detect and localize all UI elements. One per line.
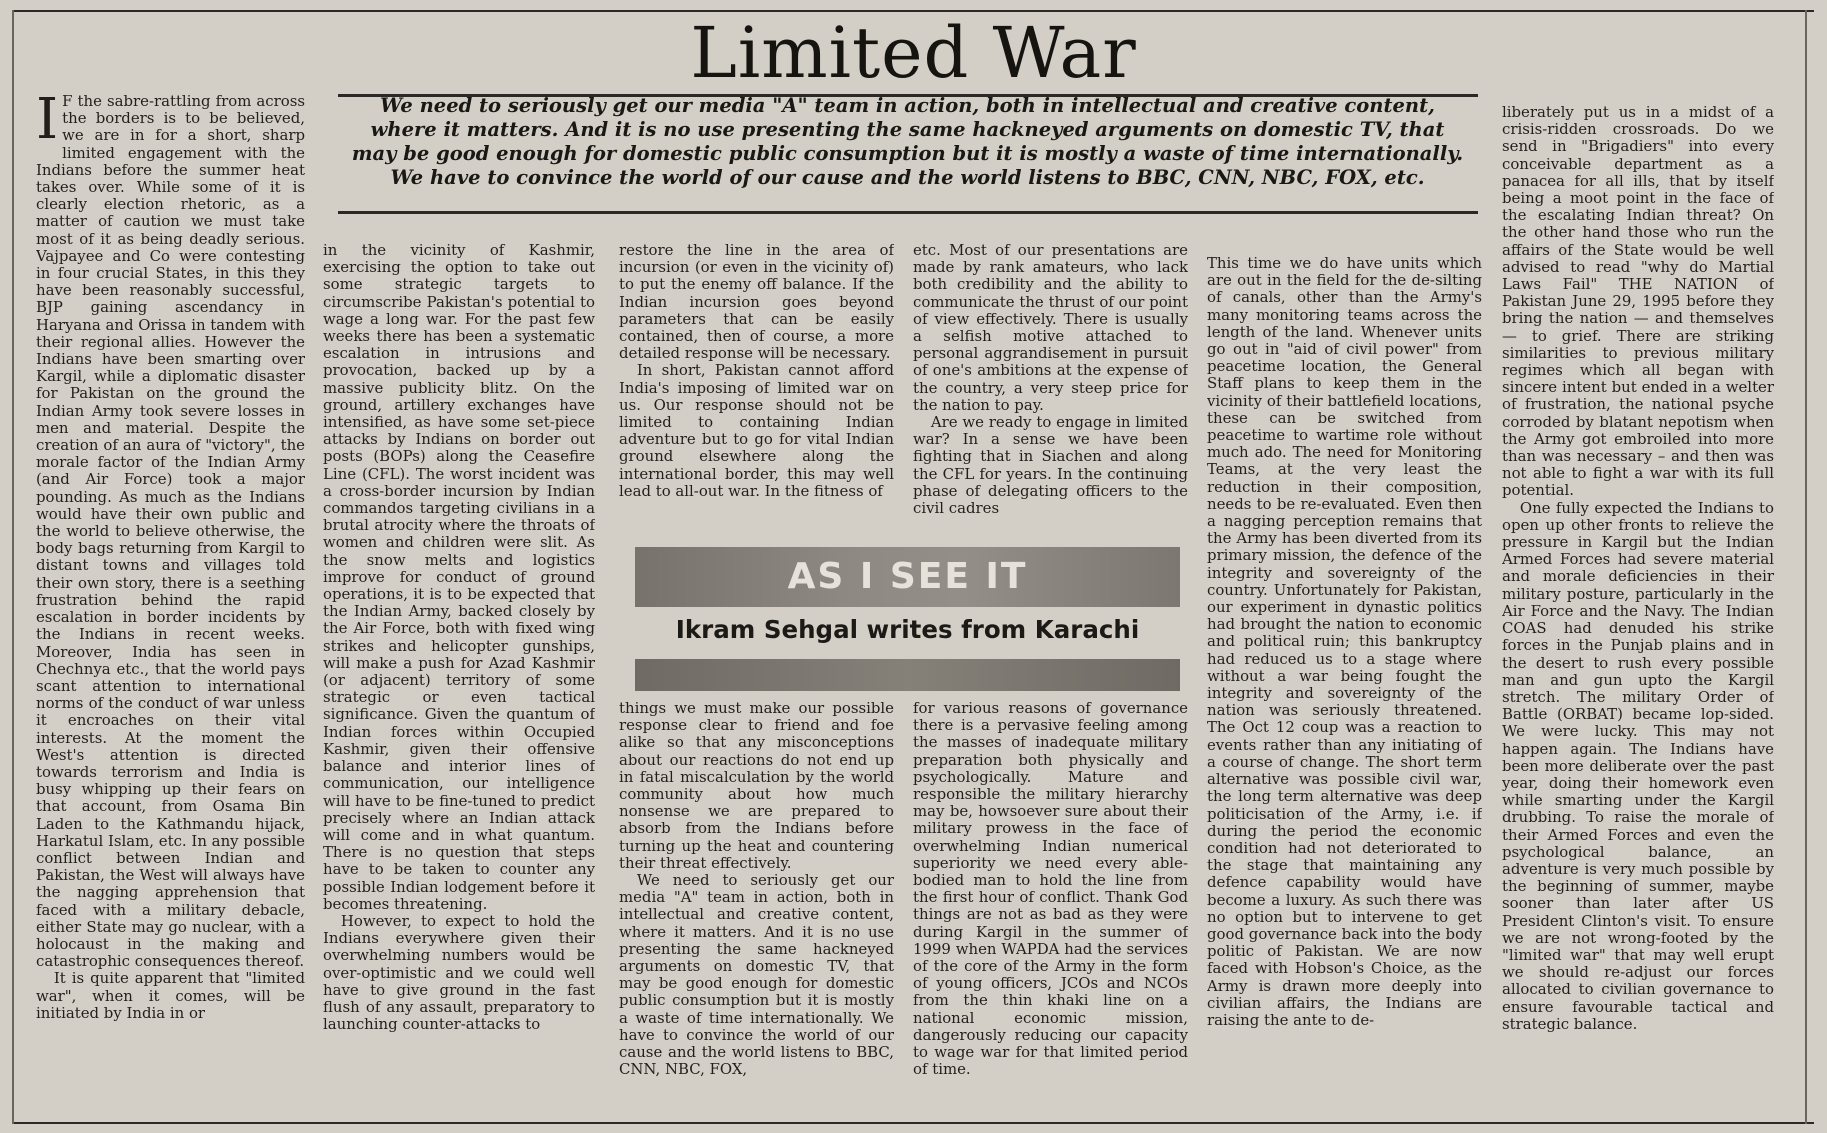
col1-paragraph-1-text: F the sabre-rattling from across the borders is to be believed, we are in for a short, sharp limited engagement with the Indians before the summer heat takes over. While some of it is clearly election rhetoric, as a matter of caution we must take most of it as being deadly serious. Vajpayee and Co were contesting in four crucial States, in this they have been reasonably successful, BJP gaining ascendancy in Haryana and Orissa in tandem with their regional allies. However the Indians have been smarting over Kargil, while a diplomatic disaster for Pakistan on the ground the Indian Army took severe losses in men and material. Despite the creation of an aura of "victory", the morale factor of the Indian Army (and Air Force) took a major pounding. As much as the Indians would have their own public and the world to believe otherwise, the body bags returning from Kargil to distant towns and villages told their own story, there is a seething frustration behind the rapid escalation in border incidents by the Indians in recent weeks. Moreover, India has seen in Chechnya etc., that the world pays scant attention to international norms of the conduct of war unless it encroaches on their vital interests. At the moment the West's attention is directed towards terrorism and India is busy whipping up their fears on that account, from Osama Bin Laden to the Kathmandu hijack, Harkatul Islam, etc. In any possible conflict between Indian and Pakistan, the West will always have the nagging apprehension that faced with a military debacle, either State may go nuclear, with a holocaust in the making and catastrophic consequences thereof. (36, 93, 305, 971)
col3b-paragraph-1: things we must make our possible response clear to friend and foe alike so that any misconceptions about our reactions do not end up in fatal miscalculation by the world community about how much nonsense we are prepared to absorb from the Indians before turning up the heat and countering their threat effectively. (619, 700, 894, 872)
bottom-rule (14, 1122, 1814, 1124)
col6-paragraph-2: One fully expected the Indians to open up other fronts to relieve the pressure in Kargil but the Indian Armed Forces had severe material and morale deficiencies in their military posture, particularly in the Air Force and the Navy. The Indian COAS had denuded his strike forces in the Punjab plains and in the desert to rush every possible man and gun upto the Kargil stretch. The military Order of Battle (ORBAT) became lop-sided. We were lucky. This may not happen again. The Indians have been more deliberate over the past year, doing their homework even while smarting under the Kargil drubbing. To raise the morale of their Armed Forces and even the psychological balance, an adventure is very much possible by the beginning of summer, maybe sooner than later after US President Clinton's visit. To ensure we are not wrong-footed by the "limited war" that may well erupt we should re-adjust our forces allocated to civilian governance to ensure favourable tactical and strategic balance. (1502, 498, 1774, 1033)
col3a-paragraph-2: In short, Pakistan cannot afford India's imposing of limited war on us. Our response should not be limited to containing Indian adventure but to go for vital Indian ground elsewhere along the international border, this may well lead to all-out war. In the fitness of (619, 361, 894, 500)
col4a-paragraph-1: etc. Most of our presentations are made by rank amateurs, who lack both credibility and the ability to communicate the thrust of our point of view effectively. There is usually a selfish motive attached to personal aggrandisement in pursuit of one's ambitions at the expense of the country, a very steep price for the nation to pay. (913, 242, 1188, 414)
right-rule (1805, 10, 1807, 1124)
column-logo-box (635, 547, 1180, 693)
column-1 (36, 93, 305, 1113)
column-2 (323, 242, 595, 1113)
column-3-bottom (619, 700, 894, 1113)
column-logo-banner (635, 547, 1180, 607)
column-3-top (619, 242, 894, 539)
col3a-paragraph-1: restore the line in the area of incursion (or even in the vicinity of) to put the enemy off balance. If the Indian incursion goes beyond parameters that can be easily contained, then of course, a more detailed response will be necessary. (619, 242, 894, 363)
col2-paragraph-2: However, to expect to hold the Indians everywhere given their overwhelming numbers would be over-optimistic and we could well have to give ground in the fast flush of any assault, preparatory to launching counter-attacks to (323, 911, 595, 1034)
column-logo-title: AS I SEE IT (787, 556, 1028, 597)
column-4-bottom (913, 700, 1188, 1113)
drop-cap: I (36, 93, 59, 152)
column-4-top (913, 242, 1188, 539)
col1-paragraph-2: It is quite apparent that "limited war", when it comes, will be initiated by India in or (36, 969, 305, 1022)
col5-paragraph-1: This time we do have units which are out in the field for the de-silting of canals, other than the Army's many monitoring teams across the length of the land. Whenever units go out in "aid of civil power" from peacetime location, the General Staff plans to keep them in the vicinity of their battlefield locations, these can be switched from peacetime to wartime role without much ado. The need for Monitoring Teams, at the very least the reduction in their composition, needs to be re-evaluated. Even then a nagging perception remains that the Army has been diverted from its primary mission, the defence of the integrity and sovereignty of the country. Unfortunately for Pakistan, our experiment in dynastic politics had brought the nation to economic and political ruin; this bankruptcy had reduced us to a stage where without a war being fought the integrity and sovereignty of the nation was seriously threatened. The Oct 12 coup was a reaction to events rather than any initiating of a course of change. The short term alternative was possible civil war, the long term alternative was deep politicisation of the Army, i.e. if during the period the economic condition had not deteriorated to the stage that maintaining any defence capability would have become a luxury. As such there was no option but to intervene to get good governance back into the body politic of Pakistan. We are now faced with Hobson's Choice, as the Army is drawn more deeply into civilian affairs, the Indians are raising the ante to de- (1207, 255, 1482, 1029)
column-5 (1207, 255, 1482, 1113)
col3b-paragraph-2: We need to seriously get our media "A" team in action, both in intellectual and creative content, where it matters. And it is no use presenting the same hackneyed arguments on domestic TV, that may be good enough for domestic public consumption but it is mostly a waste of time internationally. We have to convince the world of our cause and the world listens to BBC, CNN, NBC, FOX, (619, 871, 894, 1079)
col4a-paragraph-2: Are we ready to engage in limited war? In a sense we have been fighting that in Siachen and along the CFL for years. In the continuing phase of delegating officers to the civil cadres (913, 413, 1188, 518)
deck-rule-bottom (338, 211, 1478, 214)
byline: Ikram Sehgal writes from Karachi (675, 615, 1140, 644)
deck-standfirst: We need to seriously get our media "A" team in action, both in intellectual and creative content, where it matters. And it is no use presenting the same hackneyed arguments on domestic TV, that may be good enough for domestic public consumption but it is mostly a waste of time internationally. We have to convince the world of our cause and the world listens to BBC, CNN, NBC, FOX, etc. (351, 94, 1464, 189)
headline: Limited War (690, 12, 1137, 94)
column-6 (1502, 104, 1774, 1113)
col1-paragraph-1 (36, 93, 305, 970)
col2-paragraph-1: in the vicinity of Kashmir, exercising the option to take out some strategic targets to circumscribe Pakistan's potential to wage a long war. For the past few weeks there has been a systematic escalation in intrusions and provocation, backed up by a massive publicity blitz. On the ground, artillery exchanges have intensified, as have some set-piece attacks by Indians on border out posts (BOPs) along the Ceasefire Line (CFL). The worst incident was a cross-border incursion by Indian commandos targeting civilians in a brutal atrocity where the throats of women and children were slit. As the snow melts and logistics improve for conduct of ground operations, it is to be expected that the Indian Army, backed closely by the Air Force, both with fixed wing strikes and helicopter gunships, will make a push for Azad Kashmir (or adjacent) territory of some strategic or even tactical significance. Given the quantum of Indian forces within Occupied Kashmir, given their offensive balance and interior lines of communication, our intelligence will have to be fine-tuned to predict precisely where an Indian attack will come and in what quantum. There is no question that steps have to be taken to counter any possible Indian lodgement before it becomes threatening. (323, 242, 595, 913)
col6-paragraph-1: liberately put us in a midst of a crisis-ridden crossroads. Do we send in "Brigadiers" into every conceivable department as a panacea for all ills, that by itself being a moot point in the face of the escalating Indian threat? On the other hand those who run the affairs of the State would be well advised to read "why do Martial Laws Fail" THE NATION of Pakistan June 29, 1995 before they bring the nation — and themselves — to grief. There are striking similarities to previous military regimes which all began with sincere intent but ended in a welter of frustration, the national psyche corroded by blatant nepotism when the Army got embroiled into more than was necessary – and then was not able to fight a war with its full potential. (1502, 104, 1774, 500)
col4b-paragraph-1: for various reasons of governance there is a pervasive feeling among the masses of inadequate military preparation both physically and psychologically. Mature and responsible the military hierarchy may be, howsoever sure about their military prowess in the face of overwhelming Indian numerical superiority we need every able-bodied man to hold the line from the first hour of conflict. Thank God things are not as bad as they were during Kargil in the summer of 1999 when WAPDA had the services of the core of the Army in the form of young officers, JCOs and NCOs from the thin khaki line on a national economic mission, dangerously reducing our capacity to wage war for that limited period of time. (913, 700, 1188, 1079)
left-rule (12, 10, 14, 1124)
column-logo-bar (635, 659, 1180, 691)
